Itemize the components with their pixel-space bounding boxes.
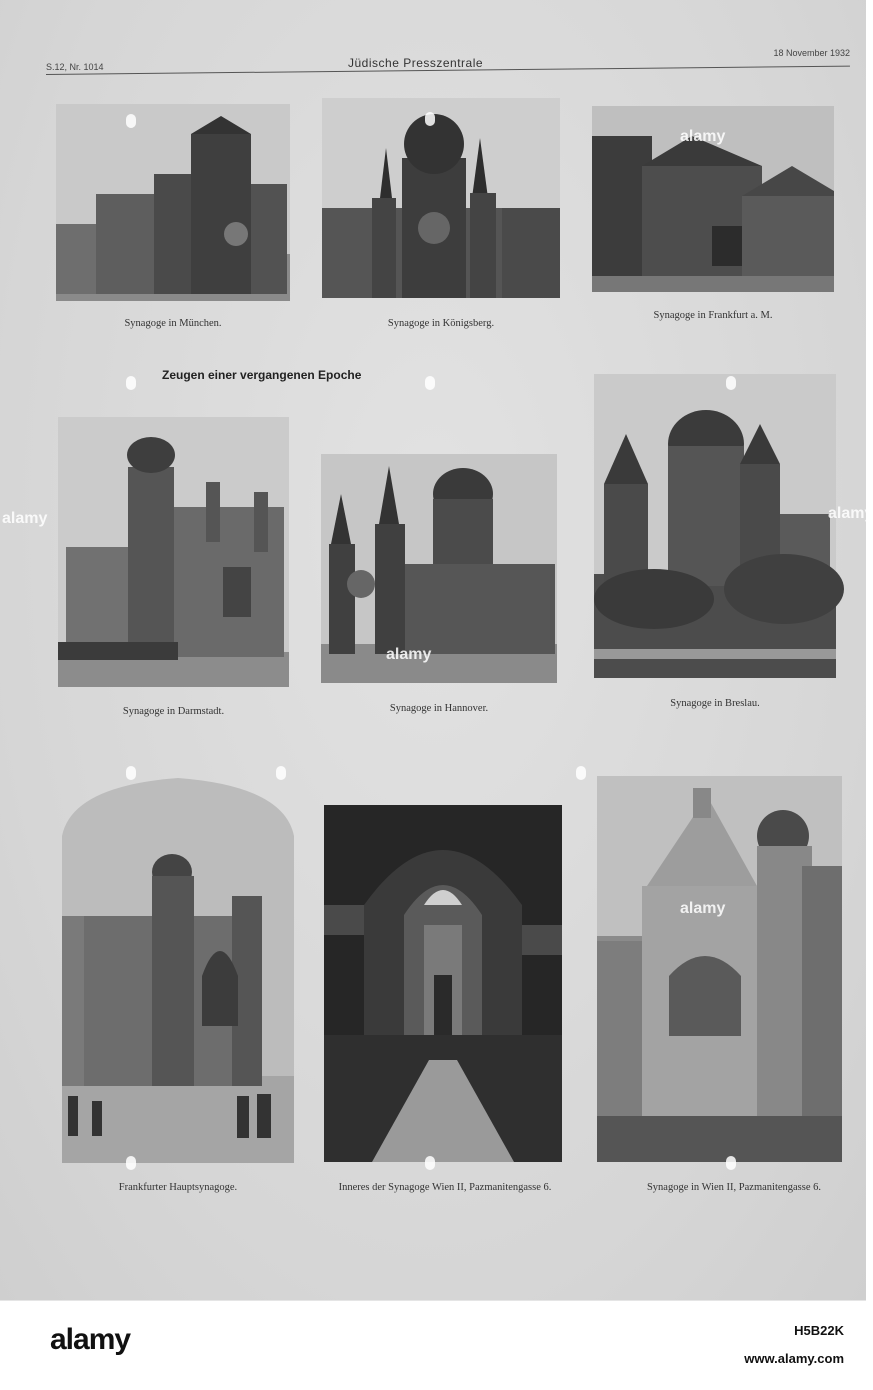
- watermark-text: alamy: [386, 646, 432, 663]
- caption-wien-interior: Inneres der Synagoge Wien II, Pazmanitengasse 6.: [338, 1182, 552, 1193]
- watermark-dot: [126, 766, 136, 780]
- page-header: [46, 44, 850, 80]
- caption-frankfurt-main-synagogue: Frankfurter Hauptsynagoge.: [118, 1182, 238, 1193]
- watermark-dot: [126, 1156, 136, 1170]
- publication-name: Jüdische Presszentrale: [348, 56, 484, 70]
- section-title: Zeugen einer vergangenen Epoche: [162, 368, 362, 382]
- stock-footer: [0, 1300, 866, 1390]
- caption-darmstadt: Synagoge in Darmstadt.: [122, 706, 225, 717]
- alamy-logo: alamy: [50, 1323, 131, 1356]
- caption-koenigsberg: Synagoge in Königsberg.: [387, 318, 495, 329]
- watermark-dot: [576, 766, 586, 780]
- watermark-dot: [276, 766, 286, 780]
- photo-frankfurt-main-synagogue: [62, 776, 294, 1163]
- watermark-text: alamy: [680, 128, 726, 145]
- watermark-dot: [126, 376, 136, 390]
- watermark-dot: [126, 114, 136, 128]
- watermark-text: alamy: [828, 505, 873, 522]
- photo-wien-interior: [324, 805, 562, 1162]
- photo-koenigsberg: [322, 98, 560, 298]
- watermark-dot: [726, 376, 736, 390]
- photo-wien-exterior: [597, 776, 842, 1162]
- publication-date: 18 November 1932: [773, 48, 850, 58]
- watermark-text: alamy: [680, 900, 726, 917]
- caption-munich: Synagoge in München.: [124, 318, 222, 329]
- photo-darmstadt: [58, 417, 289, 687]
- watermark-dot: [425, 1156, 435, 1170]
- watermark-dot: [726, 1156, 736, 1170]
- photo-hannover: [321, 454, 557, 683]
- watermark-text: alamy: [2, 510, 48, 527]
- photo-breslau: [594, 374, 836, 678]
- watermark-dot: [425, 376, 435, 390]
- page-number: S.12, Nr. 1014: [46, 62, 104, 72]
- caption-wien-exterior: Synagoge in Wien II, Pazmanitengasse 6.: [646, 1182, 822, 1193]
- site-url: www.alamy.com: [744, 1351, 844, 1366]
- caption-hannover: Synagoge in Hannover.: [389, 703, 489, 714]
- photo-munich: [56, 104, 290, 301]
- watermark-dot: [425, 112, 435, 126]
- caption-breslau: Synagoge in Breslau.: [670, 698, 760, 709]
- caption-frankfurt: Synagoge in Frankfurt a. M.: [653, 310, 773, 321]
- image-code: H5B22K: [794, 1323, 844, 1338]
